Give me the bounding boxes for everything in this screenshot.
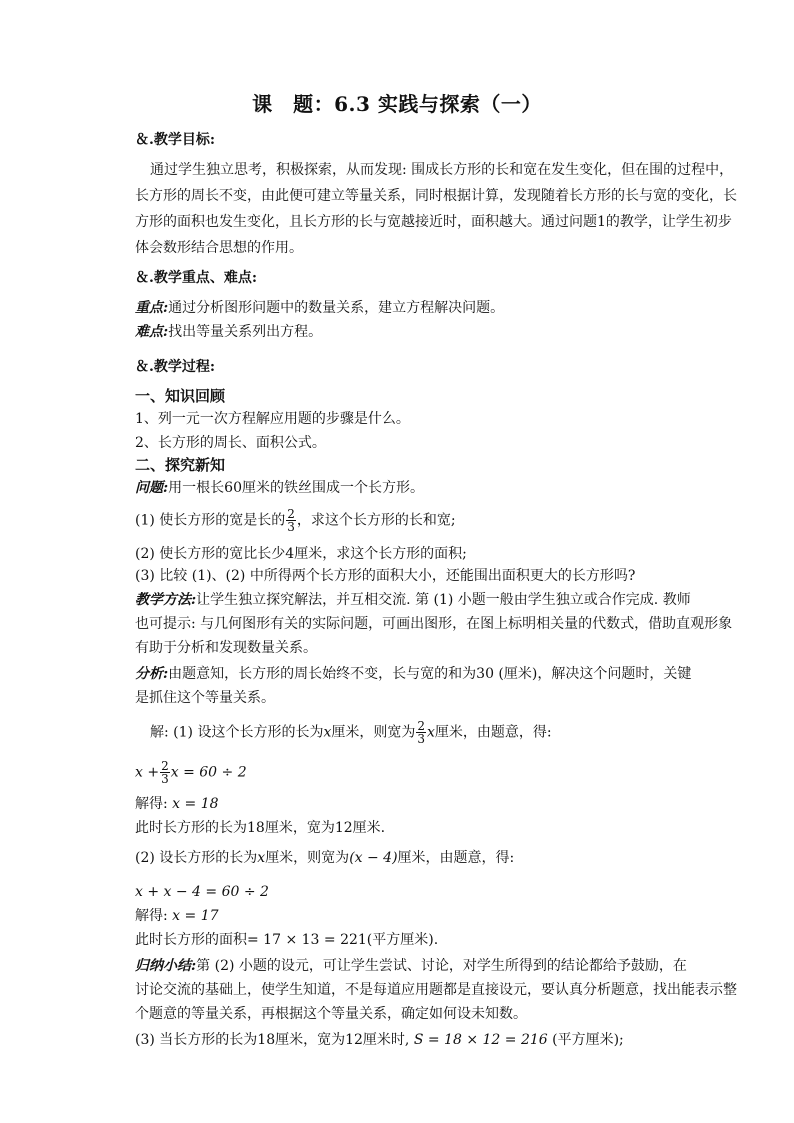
key-text: 通过分析图形问题中的数量关系，建立方程解决问题。 <box>168 300 505 316</box>
difficulty-text: 找出等量关系列出方程。 <box>168 324 323 340</box>
key-heading: ＆.教学重点、难点: <box>135 270 258 286</box>
solution-3-text-a: (3) 当长方形的长为18厘米，宽为12厘米时, <box>135 1032 410 1048</box>
method-line-3: 有助于分析和发现数量关系。 <box>135 640 317 656</box>
question-1-text-b: ，求这个长方形的长和宽; <box>296 512 456 529</box>
fraction-numerator: 2 <box>287 507 295 521</box>
method-label: 教学方法: <box>135 592 197 608</box>
equation-1-left: x + <box>135 764 160 781</box>
solution-3 <box>135 1030 665 1050</box>
problem-text: 用一根长60厘米的铁丝围成一个长方形。 <box>168 480 424 496</box>
fraction-denominator: 3 <box>287 520 295 534</box>
problem-statement <box>135 478 665 498</box>
summary-line-2: 讨论交流的基础上，使学生知道，不是每道应用题都是直接设元，要认真分析题意，找出能表示整 <box>135 982 737 998</box>
result-2-label: 解得: <box>135 908 168 924</box>
key-label: 重点: <box>135 300 169 316</box>
area-expression-3: S = 18 × 12 = 216 <box>413 1032 548 1048</box>
solution-1-setup <box>150 720 680 745</box>
fraction-two-thirds <box>286 508 296 533</box>
analysis-label: 分析: <box>135 666 169 682</box>
result-2-value: x = 17 <box>172 908 219 924</box>
goals-line-2: 长方形的周长不变，由此便可建立等量关系，同时根据计算，发现随着长方形的长与宽的变化，长 <box>135 188 737 204</box>
solution-1-text-c: 厘米，由题意，得: <box>434 724 552 741</box>
page-title: 课 题：6.3 实践与探索（一） <box>252 92 542 116</box>
problem-label: 问题: <box>135 480 169 496</box>
method-text-1: 让学生独立探究解法，并互相交流. 第 (1) 小题一般由学生独立或合作完成. 教师 <box>196 592 691 608</box>
summary-label: 归纳小结: <box>135 958 197 974</box>
variable-x: x <box>427 724 435 741</box>
summary-line-1 <box>135 956 687 976</box>
area-expression: = 17 × 13 = 221 <box>247 932 367 948</box>
part2-heading: 二、探究新知 <box>135 456 226 474</box>
width-expression: (x − 4) <box>349 850 398 866</box>
summary-line-3: 个题意的等量关系，再根据这个等量关系，确定如何设未知数。 <box>135 1006 527 1022</box>
result-2 <box>135 906 665 926</box>
fraction-numerator: 2 <box>161 759 169 773</box>
part1-heading: 一、知识回顾 <box>135 387 226 405</box>
analysis-line-2: 是抓住这个等量关系。 <box>135 690 275 706</box>
result-1-value: x = 18 <box>172 796 219 812</box>
method-line-2: 也可提示: 与几何图形有关的实际问题，可画出图形，在图上标明相关量的代数式，借助直观形象 <box>135 616 733 632</box>
result-2-text-b: (平方厘米). <box>366 932 439 948</box>
solution-1-text-b: 厘米，则宽为 <box>331 724 416 741</box>
result-2-text <box>135 930 665 950</box>
difficulty-point <box>135 322 665 342</box>
solution-3-text-b: (平方厘米); <box>552 1032 624 1048</box>
solution-2-text-b: 厘米，则宽为 <box>265 850 350 866</box>
equation-2: x + x − 4 = 60 ÷ 2 <box>135 884 269 900</box>
goals-heading: ＆.教学目标: <box>135 132 216 148</box>
question-3: (3) 比较 (1)、(2) 中所得两个长方形的面积大小，还能围出面积更大的长方形吗? <box>135 568 636 584</box>
review-item-2: 2、长方形的周长、面积公式。 <box>135 435 326 451</box>
result-1-text: 此时长方形的长为18厘米，宽为12厘米. <box>135 820 386 836</box>
equation-1-right: x = 60 ÷ 2 <box>170 764 247 781</box>
summary-text-1: 第 (2) 小题的设元，可让学生尝试、讨论，对学生所得到的结论都给予鼓励，在 <box>196 958 687 974</box>
review-item-1: 1、列一元一次方程解应用题的步骤是什么。 <box>135 411 410 427</box>
fraction-two-thirds <box>416 720 426 745</box>
result-1-label: 解得: <box>135 796 168 812</box>
analysis-text-1: 由题意知，长方形的周长始终不变，长与宽的和为30 (厘米)，解决这个问题时，关键 <box>168 666 692 682</box>
variable-x: x <box>323 724 332 741</box>
solution-1-text-a: 解: (1) 设这个长方形的长为 <box>150 724 324 741</box>
question-1-text-a: (1) 使长方形的宽是长的 <box>135 512 286 529</box>
fraction-numerator: 2 <box>417 719 425 733</box>
solution-2-text-c: 厘米，由题意，得: <box>397 850 515 866</box>
goals-line-3: 方形的面积也发生变化，且长方形的长与宽越接近时，面积越大。通过问题1的教学，让学生初步 <box>135 214 732 230</box>
goals-line-4: 体会数形结合思想的作用。 <box>135 240 303 256</box>
variable-x: x <box>257 850 266 866</box>
process-heading: ＆.教学过程: <box>135 359 216 375</box>
difficulty-label: 难点: <box>135 324 169 340</box>
result-2-text-a: 此时长方形的面积 <box>135 932 247 948</box>
fraction-denominator: 3 <box>417 732 425 746</box>
question-1 <box>135 508 665 533</box>
goals-line-1: 通过学生独立思考，积极探索，从而发现: 围成长方形的长和宽在发生变化，但在围的过程中， <box>150 162 734 178</box>
solution-2-setup <box>135 848 665 868</box>
question-2: (2) 使长方形的宽比长少4厘米，求这个长方形的面积; <box>135 546 467 562</box>
result-1 <box>135 794 665 814</box>
method-line-1 <box>135 590 691 610</box>
solution-2-text-a: (2) 设长方形的长为 <box>135 850 258 866</box>
fraction-two-thirds <box>160 760 170 785</box>
analysis-line-1 <box>135 664 692 684</box>
key-point <box>135 298 665 318</box>
fraction-denominator: 3 <box>161 772 169 786</box>
equation-1 <box>135 760 665 785</box>
